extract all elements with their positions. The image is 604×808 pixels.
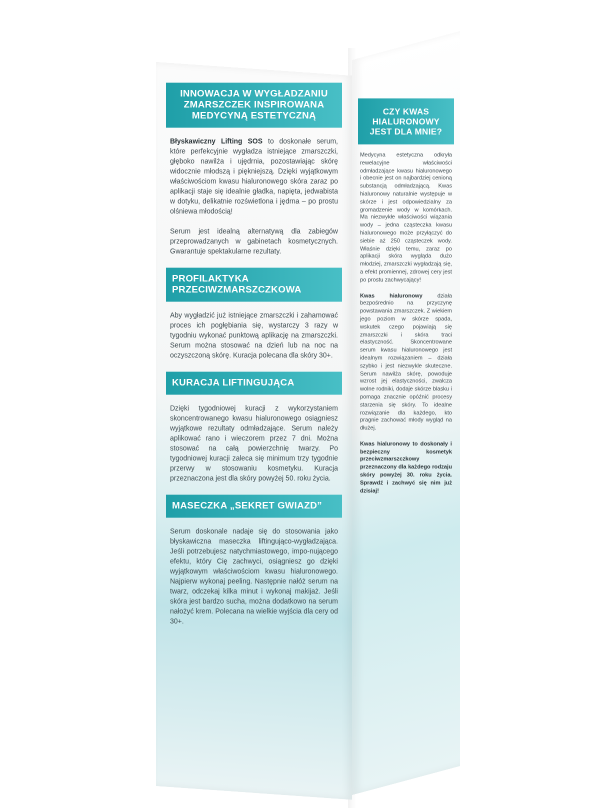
banner-innowacja: INNOWACJA W WYGŁADZANIU ZMARSZCZEK INSPIROWANA MEDYCYNĄ ESTETYCZNĄ	[166, 83, 342, 128]
banner-maseczka: MASECZKA „SEKRET GWIAZD”	[166, 495, 342, 518]
side-panel	[352, 31, 460, 795]
paragraph-intro-text: to doskonałe serum, które perfekcyjnie wygładza istniejące zmarszczki, głęboko nawilża i ujędrnia, pozostawiając skórę widocznie młodszą i piękniejszą. Dzięki wyjątkowym właściwościom kwasu hialuronowego skóra zaraz po aplikacji staje się idealnie gładka, napięta, jedwabista w dotyku, delikatnie rozświetlona i jędrna – po prostu olśniewa młodością!	[170, 138, 339, 216]
side-panel-content	[358, 58, 454, 495]
product-name: Błyskawiczny Lifting SOS	[170, 138, 263, 146]
banner-kuracja: KURACJA LIFTINGUJĄCA	[166, 372, 342, 395]
side-paragraph-kwas	[358, 293, 454, 433]
paragraph-alternative: Serum jest idealną alternatywą dla zabiegów przeprowadzanych w gabinetach kosmetycznych. Gwarantuje spektakularne rezultaty.	[170, 228, 338, 256]
side-kwas-bold: Kwas hialuronowy	[360, 292, 423, 299]
front-panel	[156, 62, 352, 800]
paragraph-profilaktyka: Aby wygładzić już istniejące zmarszczki i zahamować proces ich pogłębiania się, wystarczy 3 razy w tygodniu wykonać punktową aplikację na zmarszczki. Serum można stosować na dzień lub na noc na oczyszczoną skórę. Kuracja polecana dla skóry 30+.	[170, 312, 338, 360]
side-kwas-text: działa bezpośrednio na przyczynę powstawania zmarszczek. Z wiekiem jego poziom w skórze spada, wskutek czego pojawiają się zmarszczki i skóra traci elastyczność. Skoncentrowane serum kwasu hialuronowego jest idealnym rozwiązaniem – działa szybko i jest niezwykle skuteczne. Serum nawilża skórę, powoduje wzrost jej elastyczności, zwalcza wolne rodniki, dodaje skórze blasku i pomaga znacznie opóźnić procesy starzenia się skóry. To idealne rozwiązanie dla każdego, kto pragnie zachować młody wygląd na dłużej.	[360, 292, 452, 432]
banner-czy-kwas: CZY KWAS HIALURONOWY JEST DLA MNIE?	[358, 98, 454, 144]
paragraph-kuracja: Dzięki tygodniowej kuracji z wykorzystaniem skoncentrowanego kwasu hialuronowego osiągniesz wyjątkowe rezultaty odmładzające. Serum należy aplikować rano i wieczorem przez 7 dni. Można stosować na całą powierzchnię twarzy. Po tygodniowej kuracji zaleca się minimum trzy tygodnie przerwy w stosowaniu kosmetyku. Kuracja przeznaczona jest dla skóry powyżej 50. roku życia.	[170, 405, 338, 483]
paragraph-intro	[166, 138, 342, 218]
banner-profilaktyka: PROFILAKTYKA PRZECIWZMARSZCZKOWA	[166, 268, 342, 302]
side-paragraph-summary: Kwas hialuronowy to doskonały i bezpieczny kosmetyk przeciwzmarszczkowy przeznaczony dla każdego rodzaju skóry powyżej 30. roku życia. Sprawdź i zachwyć się nim już dzisiaj!	[360, 441, 452, 495]
side-paragraph-medycyna: Medycyna estetyczna odkryła rewelacyjne właściwości odmładzające kwasu hialuronowego i obecnie jest on najbardziej cenioną substancją odmładzającą. Kwas hialuronowy naturalnie występuje w skórze i jest odpowiedzialny za gromadzenie wody w komórkach. Ma niezwykłe właściwości wiązania wody – jedna cząsteczka kwasu hialuronowego może przyłączyć do siebie aż 250 cząsteczek wody. Właśnie dzięki temu, zaraz po aplikacji skóra wygląda dużo młodziej, zmarszczki wygładzają się, a efekt promiennej, zdrowej cery jest po prostu zachwycający!	[360, 152, 452, 284]
paragraph-maseczka: Serum doskonale nadaje się do stosowania jako błyskawiczna maseczka liftingująco-wygładzająca. Jeśli potrzebujesz natychmiastowego, impo-nującego efektu, który Cię zachwyci, osiągniesz go dzięki wyjątkowym właściwościom kwasu hialuronowego. Najpierw wykonaj peeling. Następnie nałóż serum na twarz, odczekaj kilka minut i wykonaj makijaż. Jeśli skóra jest bardzo sucha, można dodatkowo na serum nałożyć krem. Polecana na wielkie wyjścia dla cery od 30+.	[170, 528, 338, 626]
front-panel-content	[166, 63, 342, 628]
